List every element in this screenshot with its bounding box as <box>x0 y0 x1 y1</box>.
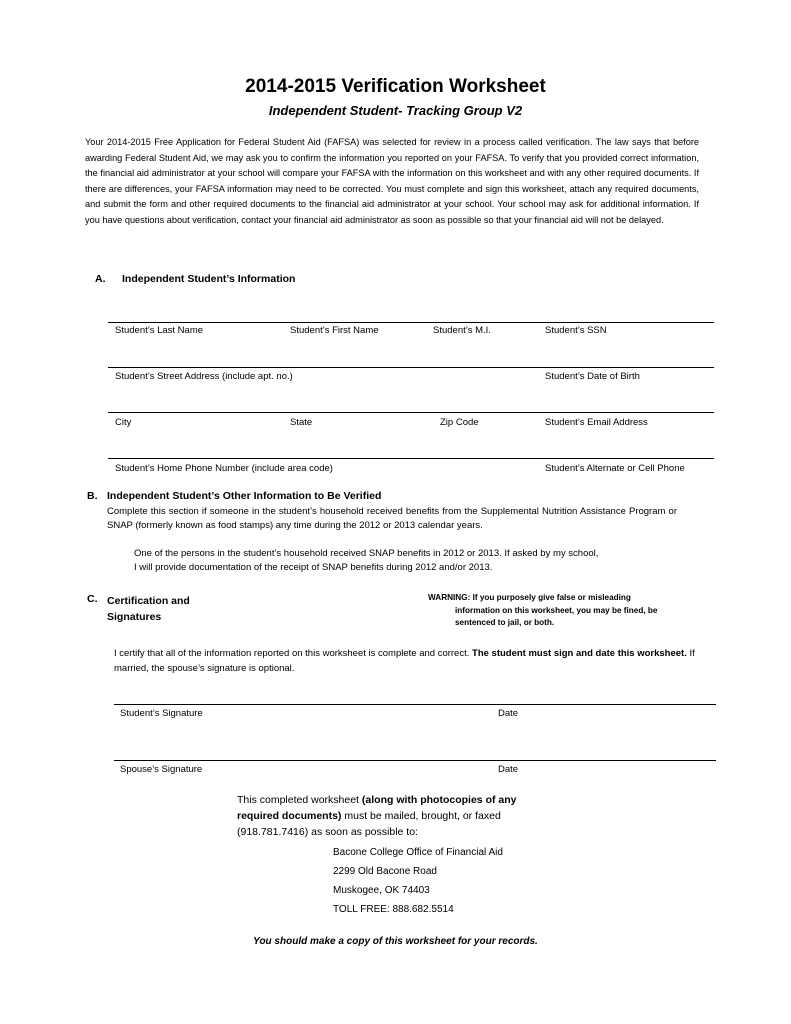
date-of-birth-label: Student’s Date of Birth <box>545 371 640 382</box>
section-c-heading <box>107 593 190 625</box>
office-street: 2299 Old Bacone Road <box>333 866 437 877</box>
section-c-heading-line2: Signatures <box>107 611 162 623</box>
student-date-label: Date <box>498 708 519 719</box>
office-city: Muskogee, OK 74403 <box>333 885 430 896</box>
section-c-letter: C. <box>87 593 98 605</box>
section-a-letter: A. <box>95 273 106 285</box>
alt-phone-label: Student’s Alternate or Cell Phone <box>545 463 685 474</box>
phone-line[interactable] <box>108 458 714 459</box>
warning-notice <box>428 592 698 630</box>
section-b-description: Complete this section if someone in the student’s household received benefits from the Supplemental Nutrition Assistance Program or SNAP (formerly known as food stamps) any time during the 2012 or 2013 calendar years. <box>107 506 677 531</box>
spouse-signature-label: Spouse’s Signature <box>120 764 203 775</box>
middle-initial-label: Student’s M.I. <box>433 325 491 336</box>
student-signature-label: Student’s Signature <box>120 708 203 719</box>
student-signature-line[interactable] <box>114 704 716 705</box>
mail-line3: (918.781.7416) as soon as possible to: <box>237 826 418 838</box>
page-subtitle: Independent Student- Tracking Group V2 <box>268 103 523 118</box>
student-name-line[interactable] <box>108 322 714 323</box>
office-address <box>333 843 503 919</box>
spouse-signature-line[interactable] <box>114 760 716 761</box>
mailing-instructions <box>237 792 557 840</box>
last-name-label: Student’s Last Name <box>115 325 204 336</box>
certify-instruction: The student must sign and date this worksheet. <box>472 648 687 659</box>
snap-statement-line1: One of the persons in the student’s household received SNAP benefits in 2012 or 2013. If asked by my school, <box>134 548 599 559</box>
address-line[interactable] <box>108 367 714 368</box>
ssn-label: Student’s SSN <box>545 325 607 336</box>
warning-line3: sentenced to jail, or both. <box>455 618 555 627</box>
street-address-label: Student’s Street Address (include apt. no.) <box>115 371 293 382</box>
section-b-letter: B. <box>87 490 98 502</box>
section-c-heading-line1: Certification and <box>107 595 190 607</box>
city-label: City <box>115 417 132 428</box>
copy-note: You should make a copy of this worksheet for your records. <box>253 936 538 947</box>
mail-line2-a: required documents) <box>237 810 342 822</box>
state-label: State <box>290 417 313 428</box>
spouse-date-label: Date <box>498 764 519 775</box>
mail-line1-a: This completed worksheet <box>237 794 359 806</box>
section-b-heading: Independent Student’s Other Information to Be Verified <box>107 490 382 502</box>
city-state-line[interactable] <box>108 412 714 413</box>
warning-line1: If you purposely give false or misleading <box>472 593 631 602</box>
mail-line2-b: must be mailed, brought, or faxed <box>344 810 501 822</box>
snap-statement-line2: I will provide documentation of the receipt of SNAP benefits during 2012 and/or 2013. <box>134 562 493 573</box>
home-phone-label: Student’s Home Phone Number (include area code) <box>115 463 333 474</box>
snap-statement[interactable] <box>134 547 694 575</box>
certify-statement: I certify that all of the information reported on this worksheet is complete and correct. <box>114 648 470 659</box>
warning-line2: information on this worksheet, you may be fined, be <box>455 605 658 615</box>
warning-label: WARNING: <box>428 593 471 602</box>
first-name-label: Student’s First Name <box>290 325 379 336</box>
office-phone: TOLL FREE: 888.682.5514 <box>333 904 454 915</box>
section-a-heading: Independent Student’s Information <box>122 273 296 285</box>
zip-code-label: Zip Code <box>440 417 479 428</box>
office-name: Bacone College Office of Financial Aid <box>333 847 503 858</box>
page-title: 2014-2015 Verification Worksheet <box>245 76 546 97</box>
certify-spouse-note: If married, the spouse’s signature is optional. <box>114 648 695 674</box>
certification-text <box>114 646 714 676</box>
mail-line1-b: (along with photocopies of any <box>361 794 517 806</box>
email-label: Student’s Email Address <box>545 417 648 428</box>
intro-paragraph: Your 2014-2015 Free Application for Federal Student Aid (FAFSA) was selected for review in a process called verification. The law says that before awarding Federal Student Aid, we may ask you to confirm the information you reported on your FAFSA. To verify that you provided correct information, the financial aid administrator at your school will compare your FAFSA with the information on this worksheet and with any other required documents. If there are differences, your FAFSA information may need to be corrected. You must complete and sign this worksheet, attach any required documents, and submit the form and other required documents to the financial aid administrator at your school. Your school may ask for additional information. If you have questions about verification, contact your financial aid administrator as soon as possible so that your financial aid will not be delayed. <box>85 137 699 225</box>
